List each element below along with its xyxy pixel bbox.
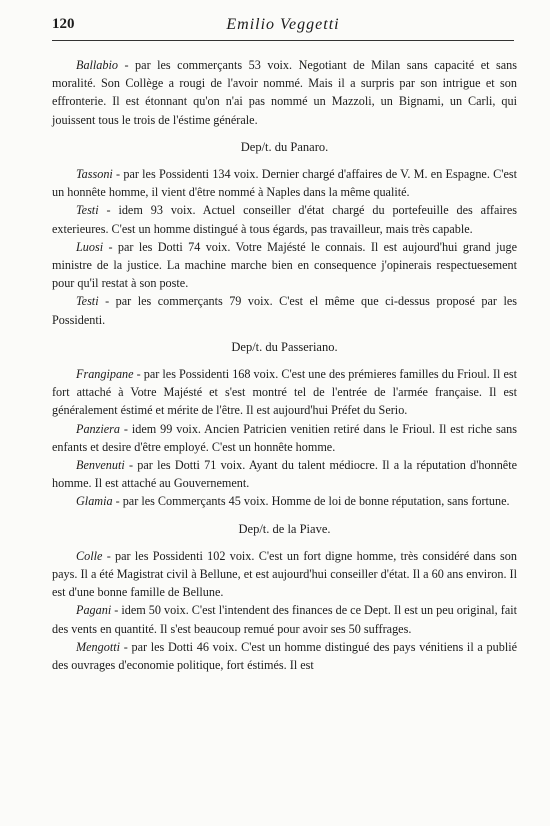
page-number: 120 <box>52 16 75 32</box>
entry-paragraph <box>52 292 517 328</box>
entry-paragraph <box>52 201 517 237</box>
candidate-name: Testi <box>76 294 99 309</box>
entry-text: - par les Possidenti 168 voix. C'est une des prémieres familles du Frioul. Il est fort attaché à Votre Majésté et s'est montré tel de l'entrée de l'armée française. Il est généralement éstimé et mérite de l'être. Il est aujourd'hui Préfet du Serio. <box>52 367 517 418</box>
candidate-name: Frangipane <box>76 367 134 382</box>
candidate-name: Tassoni <box>76 167 113 182</box>
entry-text: - par les Possidenti 134 voix. Dernier chargé d'affaires de V. M. en Espagne. C'est un honnête homme, il vient d'être nommé à Naples dans la même qualité. <box>52 167 517 200</box>
entry-paragraph <box>52 547 517 602</box>
candidate-name: Benvenuti <box>76 458 125 473</box>
entry-paragraph <box>52 238 517 293</box>
section-heading: Dep/t. de la Piave. <box>238 521 331 536</box>
entry-text: - par les Dotti 74 voix. Votre Majésté le connais. Il est aujourd'hui grand juge ministre de la justice. La machine marche bien en consequence j'opinerais respectuesement pour qu'il restat à son poste. <box>52 239 517 291</box>
entry-paragraph <box>52 165 517 201</box>
entry-text: - par les commerçants 53 voix. Negotiant de Milan sans capacité et sans moralité. Son Collège a rougi de l'avoir nommé. Mais il a surpris par son intrigue et son effronterie. Il est étonnant qu'on n'ai pas nommé un Mazzoli, un Bignami, un Carli, qui jouissent tous le trois de l'éstime générale. <box>52 58 517 127</box>
candidate-name: Colle <box>76 548 103 563</box>
running-head: Emilio Veggetti <box>226 16 340 33</box>
entry-text: - par les commerçants 79 voix. C'est el même que ci-dessus proposé par les Possidenti. <box>52 294 517 327</box>
entry-text: - par les Possidenti 102 voix. C'est un fort digne homme, très considéré dans son pays. Il a été Magistrat civil à Bellune, et est aujourd'hui conseiller d'état. Il a 60 ans environ. Il est d'une bonne famille de Bellune. <box>52 548 517 600</box>
candidate-name: Panziera <box>76 421 121 436</box>
entry-text: - par les Dotti 46 voix. C'est un homme distingué des pays vénitiens il a publié des ouvrages d'economie politique, fort éstimés. Il est <box>52 639 517 673</box>
candidate-name: Pagani <box>76 603 112 618</box>
candidate-name: Luosi <box>76 239 104 254</box>
entry-paragraph <box>52 492 517 510</box>
section-heading: Dep/t. du Passeriano. <box>231 339 338 354</box>
entry-text: - idem 50 voix. C'est l'intendent des finances de ce Dept. Il est un peu original, fait des vents en quantité. Il s'est beaucoup remué pour avoir ses 50 suffrages. <box>52 603 518 636</box>
entry-paragraph <box>52 365 517 420</box>
section-heading: Dep/t. du Panaro. <box>240 139 329 154</box>
entry-paragraph <box>52 56 517 129</box>
entry-paragraph <box>52 420 517 456</box>
entry-text: - par les Dotti 71 voix. Ayant du talent médiocre. Il a la réputation d'honnête homme. Il est attaché au Gouvernement. <box>52 458 517 491</box>
entry-paragraph <box>52 601 517 637</box>
entry-text: - idem 99 voix. Ancien Patricien venitien retiré dans le Frioul. Il est riche sans enfants et desire d'être employé. C'est un honnête homme. <box>52 421 517 454</box>
candidate-name: Testi <box>76 203 99 218</box>
candidate-name: Ballabio <box>76 58 118 72</box>
page-header <box>52 14 514 41</box>
candidate-name: Glamia <box>76 494 113 509</box>
candidate-name: Mengotti <box>76 639 121 654</box>
document-body <box>52 56 517 674</box>
entry-text: - par les Commerçants 45 voix. Homme de loi de bonne réputation, sans fortune. <box>112 494 510 509</box>
entry-paragraph <box>52 456 517 492</box>
entry-paragraph <box>52 638 517 674</box>
entry-text: - idem 93 voix. Actuel conseiller d'état chargé du portefeuille des affaires exterieures. C'est un homme distingué à tous égards, pas travailleur, mais très capable. <box>52 203 517 236</box>
